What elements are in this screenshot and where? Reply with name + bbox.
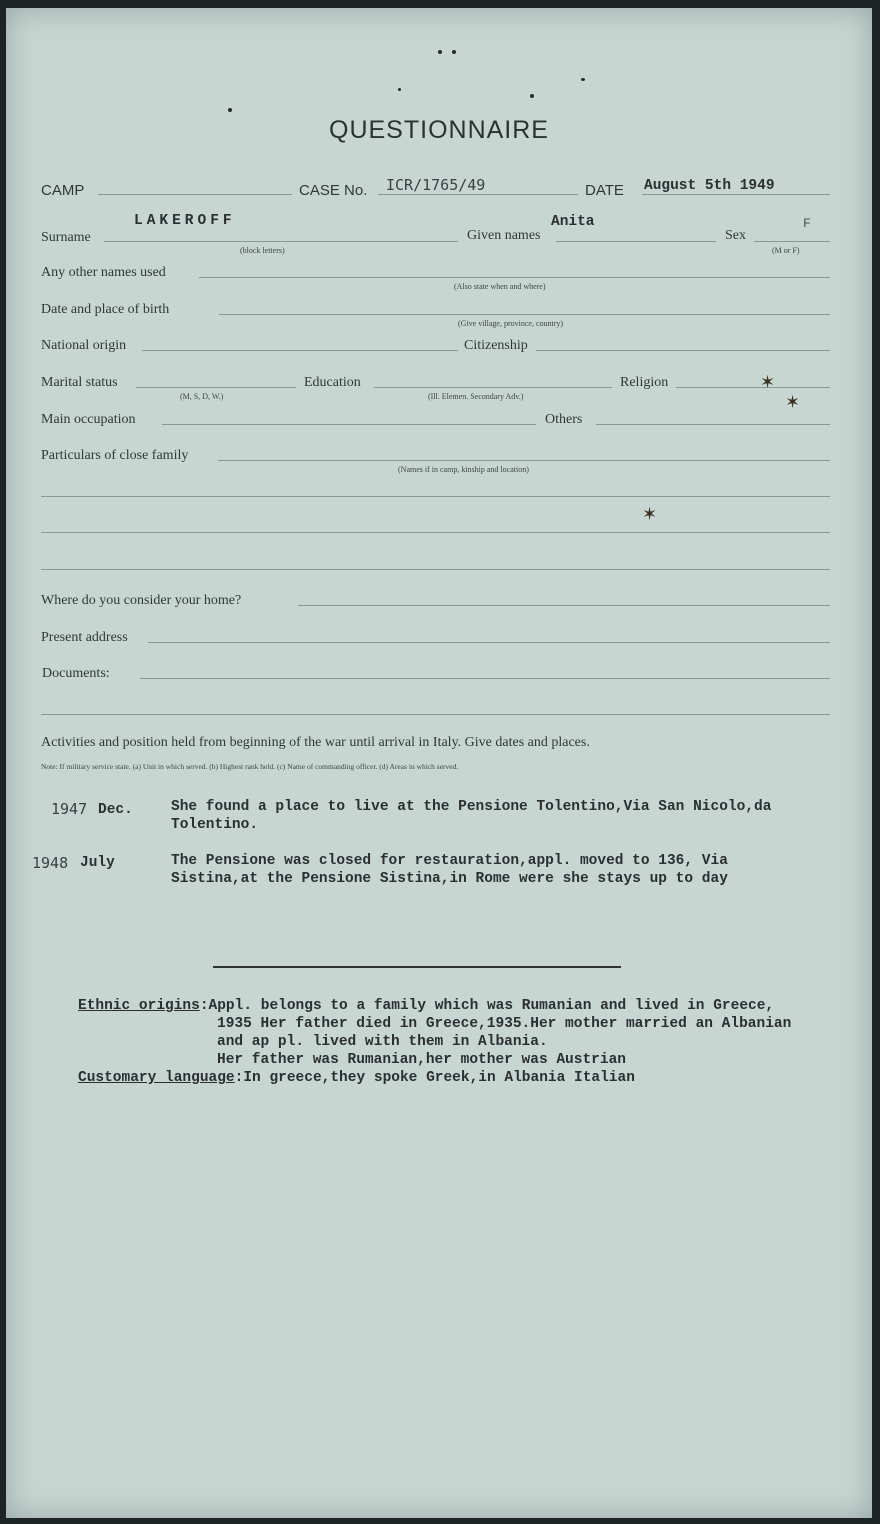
ethnic-origins-text: :Appl. belongs to a family which was Rumanian and lived in Greece, — [199, 998, 775, 1014]
blank-line — [41, 714, 830, 715]
other-names-label: Any other names used — [41, 265, 166, 280]
activities-label: Activities and position held from beginning of the war until arrival in Italy. Give dates and places. — [41, 735, 590, 750]
surname-label: Surname — [41, 230, 91, 245]
surname-value: LAKEROFF — [134, 213, 236, 229]
case-number: ICR/1765/49 — [386, 176, 486, 194]
home-label: Where do you consider your home? — [41, 593, 242, 608]
camp-line — [98, 194, 292, 195]
documents-line — [140, 678, 830, 679]
sex-line — [754, 241, 830, 242]
national-origin-line — [142, 350, 458, 351]
questionnaire-page — [6, 8, 872, 1518]
present-address-line — [148, 642, 830, 643]
others-line — [596, 424, 830, 425]
case-line — [378, 194, 578, 195]
citizenship-label: Citizenship — [464, 338, 528, 353]
sex-value: F — [803, 216, 811, 231]
ink-speck — [452, 50, 456, 54]
marital-status-line — [136, 387, 296, 388]
education-line — [374, 387, 612, 388]
close-family-hint: (Names if in camp, kinship and location) — [398, 465, 529, 474]
ethnic-origins-paragraph — [78, 998, 774, 1014]
birth-label: Date and place of birth — [41, 302, 170, 317]
birth-hint: (Give village, province, country) — [458, 319, 564, 328]
other-names-line — [199, 277, 830, 278]
main-occupation-line — [162, 424, 536, 425]
other-names-hint: (Also state when and where) — [454, 282, 546, 291]
ink-speck — [228, 108, 232, 112]
documents-label: Documents: — [42, 666, 110, 681]
religion-line — [676, 387, 830, 388]
others-label: Others — [545, 412, 583, 427]
ethnic-origins-text: Her father was Rumanian,her mother was Austrian — [217, 1052, 626, 1068]
ink-blot: ✶ — [642, 504, 658, 524]
date-line — [642, 194, 830, 195]
main-occupation-label: Main occupation — [41, 412, 136, 427]
home-line — [298, 605, 830, 606]
entry-text: She found a place to live at the Pensione Tolentino,Via San Nicolo,da — [171, 799, 772, 815]
customary-language-paragraph — [78, 1070, 635, 1086]
separator-rule — [213, 966, 621, 968]
entry-text: The Pensione was closed for restauration,appl. moved to 136, Via — [171, 853, 728, 869]
ink-speck — [530, 94, 534, 98]
surname-hint: (block letters) — [240, 246, 285, 255]
given-names-value: Anita — [551, 214, 595, 230]
camp-label: CAMP — [41, 182, 85, 199]
activities-note: Note: If military service state. (a) Unit in which served. (b) Highest rank held. (c) Name of commanding officer. (d) Areas in which served. — [41, 762, 459, 771]
education-hint: (Ill. Elemen. Secondary Adv.) — [428, 392, 524, 401]
citizenship-line — [536, 350, 830, 351]
surname-line — [104, 241, 458, 242]
religion-label: Religion — [620, 375, 669, 390]
ethnic-origins-text: 1935 Her father died in Greece,1935.Her mother married an Albanian — [217, 1016, 792, 1032]
present-address-label: Present address — [41, 630, 128, 645]
national-origin-label: National origin — [41, 338, 127, 353]
close-family-label: Particulars of close family — [41, 448, 189, 463]
sex-hint: (M or F) — [772, 246, 800, 255]
ink-blot: ✶ — [760, 372, 776, 392]
sex-label: Sex — [725, 228, 746, 243]
form-title: QUESTIONNAIRE — [329, 116, 549, 144]
customary-language-text: :In greece,they spoke Greek,in Albania Italian — [234, 1070, 635, 1086]
blank-line — [41, 532, 830, 533]
entry-year: 1948 — [32, 854, 69, 872]
marital-status-hint: (M, S, D, W.) — [180, 392, 224, 401]
entry-text: Tolentino. — [171, 817, 259, 833]
ink-speck — [398, 88, 401, 91]
ink-speck — [581, 78, 585, 81]
marital-status-label: Marital status — [41, 375, 118, 390]
birth-line — [219, 314, 830, 315]
entry-month: July — [80, 855, 115, 871]
entry-text: Sistina,at the Pensione Sistina,in Rome were she stays up to day — [171, 871, 728, 887]
close-family-line — [218, 460, 830, 461]
given-names-label: Given names — [467, 228, 541, 243]
given-names-line — [556, 241, 716, 242]
date-label: DATE — [585, 182, 624, 199]
customary-language-label: Customary language — [78, 1070, 235, 1086]
ethnic-origins-label: Ethnic origins — [78, 998, 200, 1014]
blank-line — [41, 569, 830, 570]
date-value: August 5th 1949 — [644, 178, 775, 194]
education-label: Education — [304, 375, 361, 390]
entry-month: Dec. — [98, 802, 133, 818]
ink-blot: ✶ — [785, 392, 801, 412]
ethnic-origins-text: and ap pl. lived with them in Albania. — [217, 1034, 548, 1050]
case-label: CASE No. — [299, 182, 368, 199]
entry-year: 1947 — [51, 800, 88, 818]
blank-line — [41, 496, 830, 497]
ink-speck — [438, 50, 442, 54]
